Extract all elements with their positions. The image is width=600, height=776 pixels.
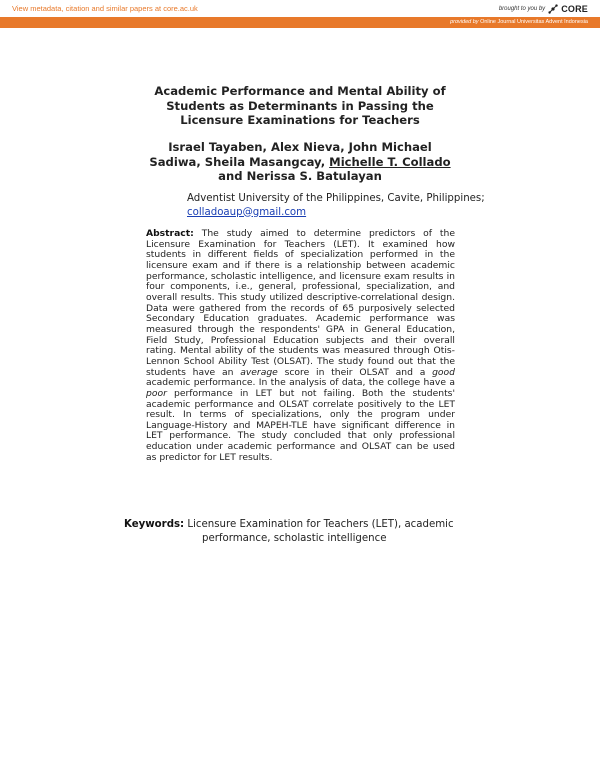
paper-title bbox=[120, 84, 480, 128]
authors-line: Israel Tayaben, Alex Nieva, John Michael bbox=[168, 140, 432, 154]
keywords bbox=[124, 518, 484, 545]
title-line: Students as Determinants in Passing the bbox=[166, 98, 434, 113]
author-email-link[interactable]: colladoaup@gmail.com bbox=[187, 206, 307, 218]
core-header-bar bbox=[0, 0, 600, 17]
core-logo-text: CORE bbox=[561, 3, 588, 14]
metadata-link[interactable]: View metadata, citation and similar papers at core.ac.uk bbox=[12, 4, 198, 13]
keywords-label: Keywords: bbox=[124, 519, 185, 530]
provided-by-text: provided by Online Journal Universitas Advent Indonesia bbox=[450, 18, 588, 25]
core-brand[interactable] bbox=[499, 2, 588, 15]
abstract-label: Abstract: bbox=[146, 228, 194, 239]
abstract: Abstract: The study aimed to determine predictors of the Licensure Examination for Teachers (LET). It examined how students in different fields of specialization performed in the licensure exam and if there is a relationship between academic performance, scholastic intelligence, and licensure exam results in four components, i.e., general, professional, specialization, and overall results. This study utilized descriptive-correlational design. Data were gathered from the records of 65 purposively selected Secondary Education graduates. Academic performance was measured through the respondents' GPA in General Education, Field Study, Professional Education subjects and their overall rating. Mental ability of the students was measured through Otis-Lennon School Ability Test (OLSAT). The study found out that the students have an average score in their OLSAT and a good academic performance. In the analysis of data, the college have a poor performance in LET but not failing. Both the students' academic performance and OLSAT correlate positively to the LET result. In terms of specializations, only the program under Language-History and MAPEH-TLE have significant difference in LET performance. The study concluded that only professional education under academic performance and OLSAT can be used as predictor for LET results. bbox=[146, 228, 455, 463]
author-list bbox=[130, 140, 470, 184]
affiliation-block bbox=[187, 192, 507, 219]
keywords-text-continued: performance, scholastic intelligence bbox=[202, 532, 387, 544]
affiliation: Adventist University of the Philippines, Cavite, Philippines; bbox=[187, 193, 485, 204]
title-line: Licensure Examinations for Teachers bbox=[180, 113, 420, 127]
provider-band bbox=[0, 17, 600, 28]
brought-by-text: brought to you by bbox=[498, 5, 546, 12]
keywords-text: Licensure Examination for Teachers (LET), academic bbox=[187, 519, 454, 530]
corresponding-author: Michelle T. Collado bbox=[329, 154, 451, 169]
core-logo-icon bbox=[547, 3, 559, 15]
authors-line: Sadiwa, Sheila Masangcay, Michelle T. Collado bbox=[149, 154, 451, 169]
authors-line: and Nerissa S. Batulayan bbox=[218, 169, 382, 183]
title-line: Academic Performance and Mental Ability of bbox=[154, 84, 446, 98]
